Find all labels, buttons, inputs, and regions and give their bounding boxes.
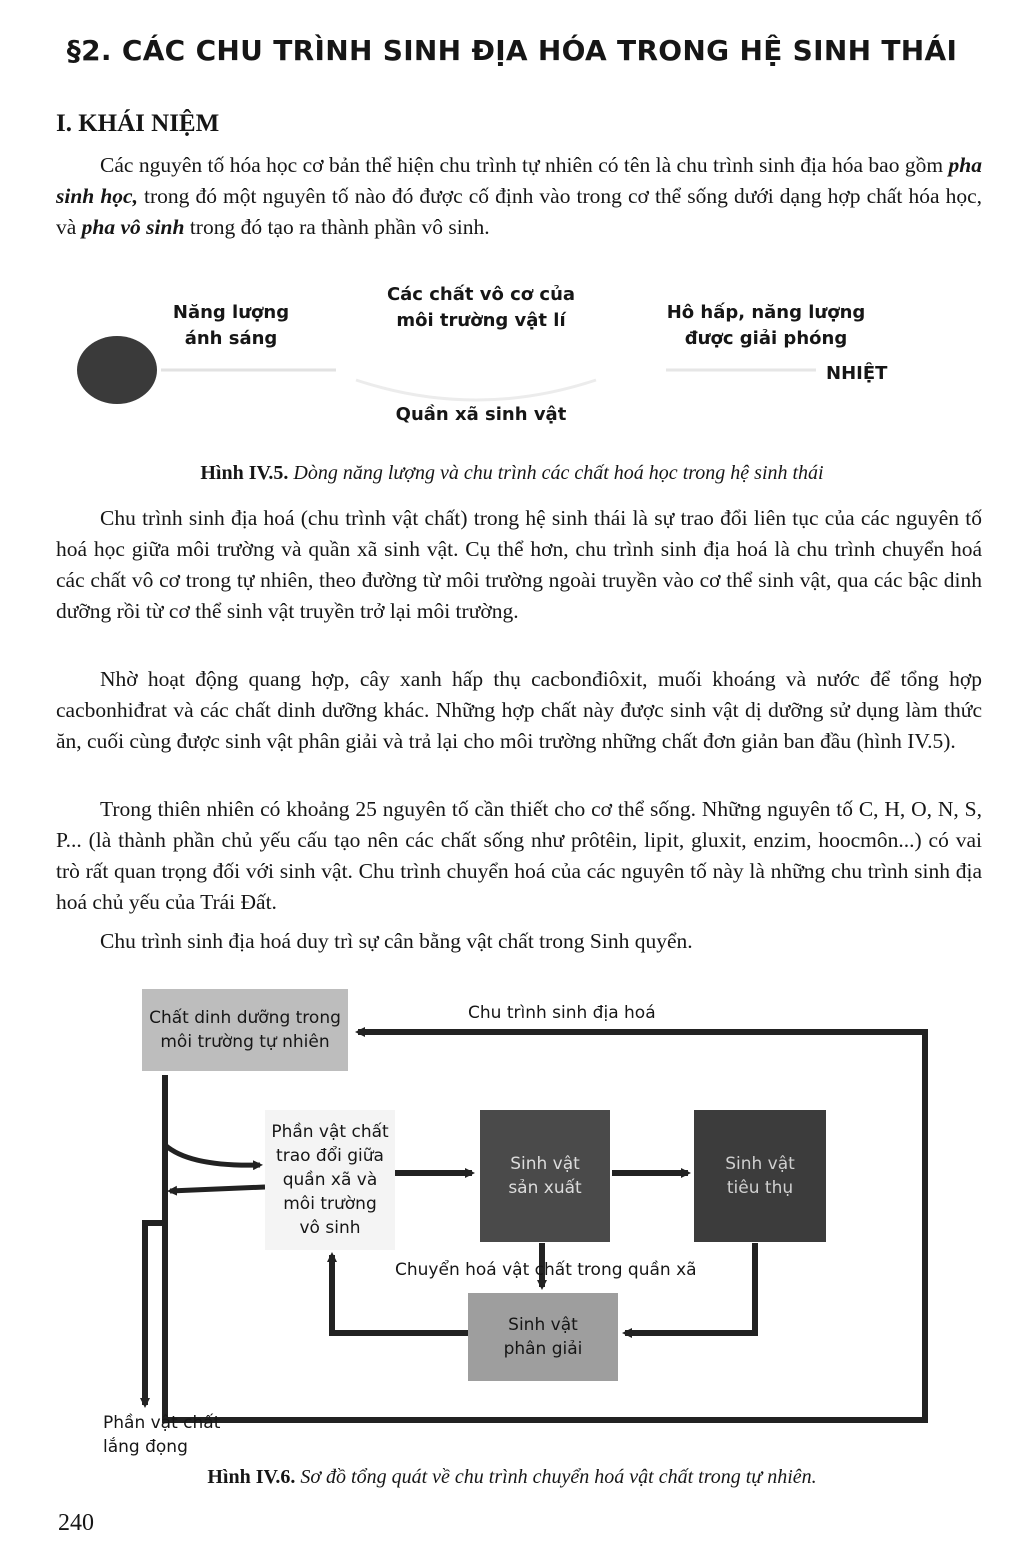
intro-emphasis-biological: pha sinh học, xyxy=(56,153,982,208)
figure-iv5-caption-num: Hình IV.5. xyxy=(200,462,289,484)
intro-text-3: trong đó tạo ra thành phần vô sinh. xyxy=(184,215,490,239)
decomposer-line1: Sinh vật xyxy=(508,1315,578,1335)
body-paragraph-2-text: Nhờ hoạt động quang hợp, cây xanh hấp thụ cacbonđiôxit, muối khoáng và nước để tổng hợp cacbonhiđrat và các chất dinh dưỡng khác. Những hợp chất này được sinh vật dị dưỡng sử dụng làm thức ăn, cuối cùng được sinh vật phân giải và trả lại cho môi trường những chất đơn giản ban đầu (hình IV.5). xyxy=(56,667,982,753)
consumer-line2: tiêu thụ xyxy=(726,1178,794,1198)
decomposer-box xyxy=(468,1293,618,1381)
exchange-return-arrow xyxy=(170,1187,265,1191)
label-heat: NHIỆT xyxy=(826,363,888,384)
section-heading: I. KHÁI NIỆM xyxy=(56,110,220,137)
producer-line2: sản xuất xyxy=(508,1178,582,1198)
sediment-line2: lắng đọng xyxy=(103,1437,188,1457)
body-paragraph-1-text: Chu trình sinh địa hoá (chu trình vật chất) trong hệ sinh thái là sự trao đổi liên tục của các nguyên tố hoá học giữa môi trường và quần xã sinh vật. Cụ thể hơn, chu trình sinh địa hoá là chu trình chuyển hoá các chất vô cơ trong tự nhiên, theo đường từ môi trường ngoài truyền vào cơ thể sinh vật, qua các bậc dinh dưỡng rồi từ cơ thể sinh vật truyền trở lại môi trường. xyxy=(56,506,982,623)
label-respiration-line1: Hô hấp, năng lượng xyxy=(666,302,866,323)
intro-paragraph xyxy=(56,150,982,243)
intro-text-2: trong đó một nguyên tố nào đó được cố định vào trong cơ thể sống dưới dạng hợp chất hóa học, và xyxy=(56,184,982,239)
consumer-line1: Sinh vật xyxy=(725,1154,795,1174)
body-paragraph-4-text: Chu trình sinh địa hoá duy trì sự cân bằng vật chất trong Sinh quyển. xyxy=(100,929,693,953)
exchange-line4: môi trường xyxy=(283,1194,377,1214)
label-respiration-line2: được giải phóng xyxy=(684,328,848,349)
producer-line1: Sinh vật xyxy=(510,1154,580,1174)
figure-iv6 xyxy=(0,975,1024,1465)
sediment-line1: Phần vật chất xyxy=(103,1413,221,1433)
producer-box xyxy=(480,1110,610,1242)
label-light-energy xyxy=(156,300,306,352)
exchange-box xyxy=(265,1110,395,1250)
consumer-to-decomposer-arrow xyxy=(625,1243,755,1333)
body-paragraph-1 xyxy=(56,503,982,627)
intro-emphasis-abiotic: pha vô sinh xyxy=(81,215,185,239)
exchange-line1: Phần vật chất xyxy=(271,1122,389,1142)
intro-text-1: Các nguyên tố hóa học cơ bản thể hiện chu trình tự nhiên có tên là chu trình sinh địa hóa bao gồm xyxy=(100,153,949,177)
nutrients-line2: môi trường tự nhiên xyxy=(160,1032,330,1052)
exchange-line5: vô sinh xyxy=(299,1218,361,1238)
nutrient-to-exchange-arrow xyxy=(165,1145,260,1165)
body-paragraph-2 xyxy=(56,664,982,757)
sun-shape xyxy=(77,336,157,404)
nutrients-box xyxy=(142,989,348,1071)
figure-iv5-caption-text: Dòng năng lượng và chu trình các chất hoá học trong hệ sinh thái xyxy=(288,462,824,484)
body-paragraph-3-text: Trong thiên nhiên có khoảng 25 nguyên tố cần thiết cho cơ thể sống. Những nguyên tố C, H, O, N, S, P... (là thành phần chủ yếu cấu tạo nên các chất sống như prôtêin, lipit, gluxit, enzim, hoocmôn...) có vai trò rất quan trọng đối với sinh vật. Chu trình chuyển hoá của các nguyên tố này là những chu trình sinh địa hoá chủ yếu của Trái Đất. xyxy=(56,797,982,914)
label-community: Quần xã sinh vật xyxy=(395,404,567,425)
label-inorganic-line2: môi trường vật lí xyxy=(396,310,566,331)
body-paragraph-4 xyxy=(56,926,982,957)
figure-iv6-caption-num: Hình IV.6. xyxy=(207,1466,296,1488)
body-paragraph-3 xyxy=(56,794,982,918)
label-light-line2: ánh sáng xyxy=(184,328,278,349)
label-inorganic xyxy=(376,282,586,334)
transform-label: Chuyển hoá vật chất trong quần xã xyxy=(395,1260,697,1280)
cycle-hint xyxy=(356,380,596,400)
nutrients-line1: Chất dinh dưỡng trong xyxy=(149,1008,341,1028)
page-title: §2. CÁC CHU TRÌNH SINH ĐỊA HÓA TRONG HỆ SINH THÁI xyxy=(66,34,958,67)
label-respiration xyxy=(651,300,881,352)
label-inorganic-line1: Các chất vô cơ của xyxy=(386,284,576,305)
exchange-line3: quần xã và xyxy=(282,1170,378,1190)
figure-iv6-caption-text: Sơ đồ tổng quát về chu trình chuyển hoá vật chất trong tự nhiên. xyxy=(295,1466,817,1488)
page-number: 240 xyxy=(58,1510,94,1536)
consumer-box xyxy=(694,1110,826,1242)
figure-iv5-caption xyxy=(0,462,1024,485)
exchange-line2: trao đổi giữa xyxy=(276,1146,384,1166)
label-light-line1: Năng lượng xyxy=(172,302,290,323)
cycle-label: Chu trình sinh địa hoá xyxy=(468,1003,656,1023)
figure-iv6-caption xyxy=(0,1466,1024,1489)
sediment-label xyxy=(103,1411,220,1459)
figure-iv5 xyxy=(56,270,982,440)
decomposer-line2: phân giải xyxy=(503,1339,583,1359)
